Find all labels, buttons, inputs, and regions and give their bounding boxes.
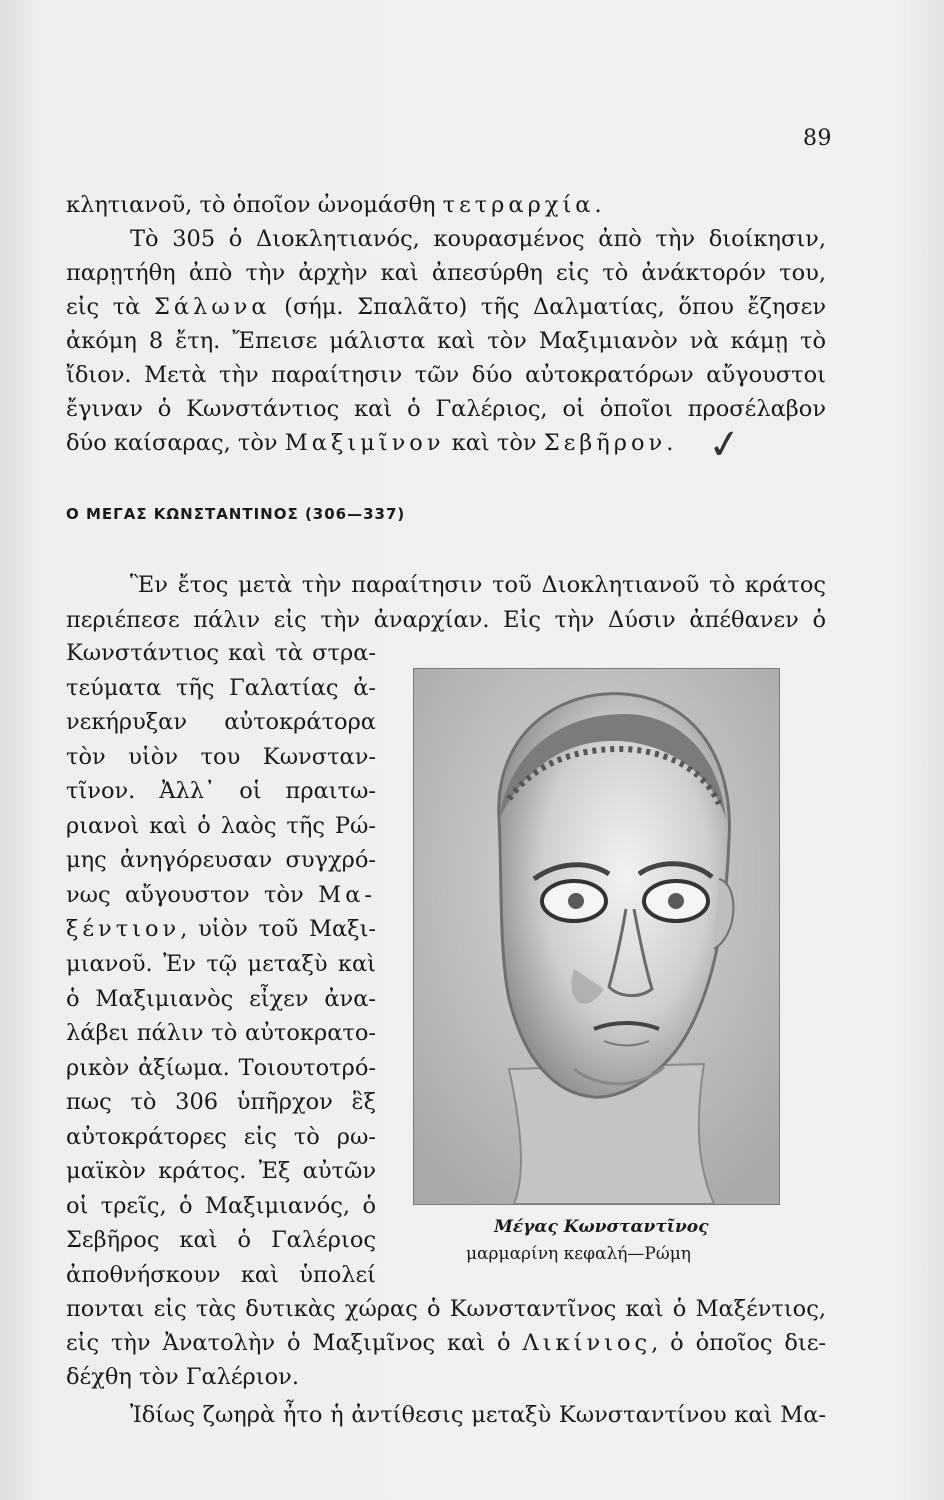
text-line: τεύματα τῆς Γαλατίας ἀ-	[66, 675, 376, 701]
text-line: δύο καίσαρας, τὸν Μαξιμῖνον καὶ τὸν Σεβῆρον.	[66, 430, 674, 456]
text-line: Ἓν ἔτος μετὰ τὴν παραίτησιν τοῦ Διοκλητιανοῦ τὸ κράτος	[130, 572, 826, 598]
text-line: τῖνον. Ἀλλ᾿ οἱ πραιτω-	[66, 778, 376, 804]
text-line: μαϊκὸν κράτος. Ἐξ αὐτῶν	[66, 1158, 376, 1184]
handwritten-check-mark: ✓	[704, 419, 745, 471]
text-line: Ἰδίως ζωηρὰ ἦτο ἡ ἀντίθεσις μεταξὺ Κωνσταντίνου καὶ Μα-	[130, 1402, 826, 1428]
text-line: ριανοὶ καὶ ὁ λαὸς τῆς Ρώ-	[66, 813, 376, 839]
bust-photo	[413, 668, 780, 1205]
text-line: δέχθη τὸν Γαλέριον.	[66, 1364, 299, 1390]
text-line: ξέντιον, υἱὸν τοῦ Μαξι-	[66, 916, 376, 942]
text-line: ἀποθνήσκουν καὶ ὑπολεί	[66, 1262, 376, 1288]
text-line: ἀκόμη 8 ἔτη. Ἔπεισε μάλιστα καὶ τὸν Μαξιμιανὸν νὰ κάμῃ τὸ	[66, 328, 826, 354]
text-line: ἴδιον. Μετὰ τὴν παραίτησιν τῶν δύο αὐτοκρατόρων αὔγουστοι	[66, 362, 826, 388]
text-line: Κωνστάντιος καὶ τὰ στρα-	[66, 640, 376, 666]
text-line: οἱ τρεῖς, ὁ Μαξιμιανός, ὁ	[66, 1193, 376, 1219]
text-line: παρῃτήθη ἀπὸ τὴν ἀρχὴν καὶ ἀπεσύρθη εἰς τὸ ἀνάκτορόν του,	[66, 260, 826, 286]
text-line: αὐτοκράτορες εἰς τὸ ρω-	[66, 1124, 376, 1150]
text-line: ρικὸν ἀξίωμα. Τοιουτοτρό-	[66, 1055, 376, 1081]
figure-caption-title: Μέγας Κωνσταντῖνος	[494, 1217, 709, 1237]
text-line: μιανοῦ. Ἐν τῷ μεταξὺ καὶ	[66, 951, 376, 977]
text-line: νως αὔγουστον τὸν Μα-	[66, 882, 376, 908]
text-line: νεκήρυξαν αὐτοκράτορα	[66, 709, 376, 735]
text-line: πονται εἰς τὰς δυτικὰς χώρας ὁ Κωνσταντῖνος καὶ ὁ Μαξέντιος,	[66, 1296, 826, 1322]
marble-head-illustration	[414, 669, 779, 1204]
text-line: εἰς τὰ Σάλωνα (σήμ. Σπαλᾶτο) τῆς Δαλματίας, ὅπου ἔζησεν	[66, 294, 826, 320]
text-line: Τὸ 305 ὁ Διοκλητιανός, κουρασμένος ἀπὸ τὴν διοίκησιν,	[130, 226, 826, 252]
page-number: 89	[803, 126, 832, 151]
section-heading: Ο ΜΕΓΑΣ ΚΩΝΣΤΑΝΤΙΝΟΣ (306—337)	[66, 505, 406, 523]
text-line: εἰς τὴν Ἀνατολὴν ὁ Μαξιμῖνος καὶ ὁ Λικίνιος, ὁ ὁποῖος διε-	[66, 1330, 826, 1356]
text-line: ἔγιναν ὁ Κωνστάντιος καὶ ὁ Γαλέριος, οἱ ὁποῖοι προσέλαβον	[66, 396, 826, 422]
text-line: κλητιανοῦ, τὸ ὁποῖον ὠνομάσθη τετραρχία.	[66, 192, 602, 218]
text-line: λάβει πάλιν τὸ αὐτοκρατο-	[66, 1020, 376, 1046]
text-line: μης ἀνηγόρευσαν συγχρό-	[66, 847, 376, 873]
text-line: πως τὸ 306 ὑπῆρχον ἓξ	[66, 1089, 376, 1115]
figure-caption-subtitle: μαρμαρίνη κεφαλή—Ρώμη	[466, 1244, 691, 1264]
text-line: ὁ Μαξιμιανὸς εἶχεν ἀνα-	[66, 986, 376, 1012]
text-line: Σεβῆρος καὶ ὁ Γαλέριος	[66, 1227, 376, 1253]
text-line: τὸν υἱὸν του Κωνσταν-	[66, 744, 376, 770]
text-line: περιέπεσε πάλιν εἰς τὴν ἀναρχίαν. Εἰς τὴν Δύσιν ἀπέθανεν ὁ	[66, 607, 826, 633]
